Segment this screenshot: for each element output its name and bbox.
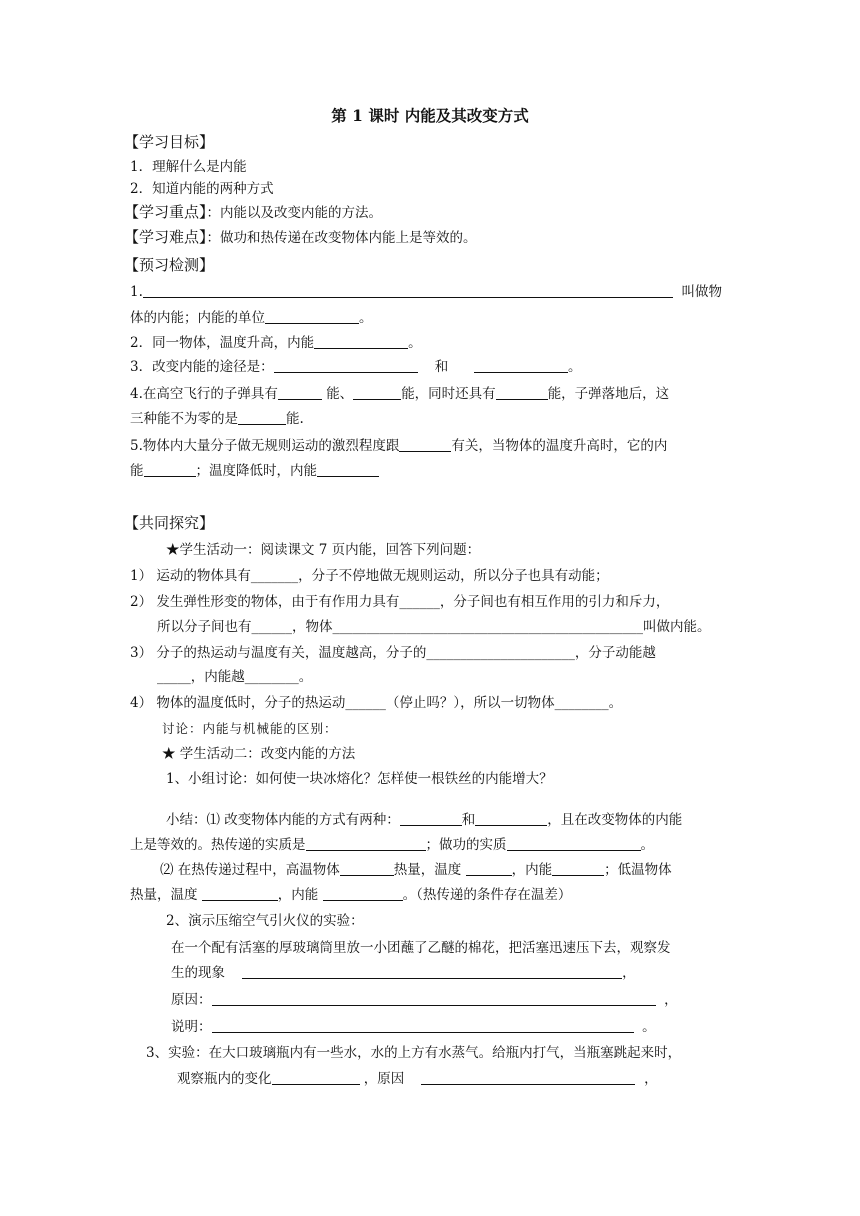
preview-question-5-cont xyxy=(130,462,379,480)
section-key-heading: 【学习重点】 xyxy=(124,203,207,221)
q1-text-2: 体的内能；内能的单位 xyxy=(130,310,265,326)
q2-text: 2．同一物体，温度升高，内能 xyxy=(130,335,315,351)
experiment-3-reason-label: ，原因 xyxy=(363,1071,405,1087)
preview-question-1 xyxy=(130,283,722,301)
summary-line-3 xyxy=(160,861,672,879)
summary-text-9: 热量，温度 xyxy=(130,887,198,903)
demo-2-description: 在一个配有活塞的厚玻璃筒里放一小团蘸了乙醚的棉花，把活塞迅速压下去，观察发 xyxy=(171,940,671,956)
q1-end: 。 xyxy=(359,310,373,326)
experiment-3-line xyxy=(177,1070,658,1088)
preview-question-1-cont xyxy=(130,309,373,327)
group-discussion-1: 1、小组讨论：如何使一块冰熔化？怎样使一根铁丝的内能增大？ xyxy=(166,771,553,787)
demo-2-comma: ， xyxy=(622,965,636,981)
section-difficulty-heading: 【学习难点】 xyxy=(124,228,207,246)
experiment-3-heading: 3、实验：在大口玻璃瓶内有一些水，水的上方有水蒸气。给瓶内打气，当瓶塞跳起来时， xyxy=(146,1045,682,1061)
summary-text-11: 。（热传递的条件存在温差） xyxy=(402,887,572,903)
q4-text-3: 能，同时还具有 xyxy=(401,386,496,402)
q4-text-5: 三种能不为零的是 xyxy=(130,411,238,427)
summary-line-1 xyxy=(166,811,682,829)
q4-text-4: 能，子弹落地后，这 xyxy=(547,386,670,402)
summary-text-3: 上是等效的。热传递的实质是 xyxy=(130,837,306,853)
q5-text-1: 5.物体内大量分子做无规则运动的激烈程度跟 xyxy=(130,438,400,454)
experiment-3-reason-blank[interactable] xyxy=(421,1070,635,1085)
preview-question-4-cont xyxy=(130,410,304,428)
q4-blank-3[interactable] xyxy=(496,385,548,400)
summary-text-5: ⑵ 在热传递过程中，高温物体 xyxy=(160,862,340,878)
summary-blank-6[interactable] xyxy=(466,861,512,876)
summary-line-4 xyxy=(130,886,571,904)
key-point-line xyxy=(124,203,382,222)
demo-2-phenomenon-blank[interactable] xyxy=(242,964,622,979)
summary-text-8: ；低温物体 xyxy=(604,862,672,878)
demo-2-phenomenon-line xyxy=(171,964,636,982)
q1-number: 1. xyxy=(130,284,143,300)
activity-1-item-3-cont: _____，内能越________。 xyxy=(157,669,313,685)
demo-2-reason-label: 原因： xyxy=(171,992,212,1008)
q5-text-3: 能 xyxy=(130,463,144,479)
demo-2-explain-line xyxy=(171,1018,656,1036)
experiment-3-observe-label: 观察瓶内的变化 xyxy=(177,1071,272,1087)
q3-and: 和 xyxy=(434,359,449,375)
activity-1-item-3: 3） 分子的热运动与温度有关，温度越高，分子的______________________，分子动能越 xyxy=(130,645,656,661)
activity-1-item-4: 4） 物体的温度低时，分子的热运动______（停止吗？），所以一切物体________。 xyxy=(130,695,623,711)
difficulty-line xyxy=(124,228,477,247)
summary-blank-5[interactable] xyxy=(340,861,394,876)
page-title: 第 1 课时 内能及其改变方式 xyxy=(331,106,529,125)
demo-2-explain-end: 。 xyxy=(642,1019,656,1035)
summary-text-6: 热量，温度 xyxy=(393,862,462,878)
goal-item-2: 2．知道内能的两种方式 xyxy=(130,181,274,197)
summary-text-2: ，且在改变物体的内能 xyxy=(547,812,683,828)
q5-blank-3[interactable] xyxy=(317,462,379,477)
preview-question-4 xyxy=(130,385,669,403)
activity-1-heading: ★学生活动一：阅读课文 7 页内能，回答下列问题： xyxy=(166,542,481,558)
activity-1-item-1: 1） 运动的物体具有_______，分子不停地做无规则运动，所以分子也具有动能； xyxy=(130,568,609,584)
q3-text: 3．改变内能的途径是： xyxy=(130,359,274,375)
demo-2-heading: 2、演示压缩空气引火仪的实验： xyxy=(166,913,364,929)
q4-blank-4[interactable] xyxy=(238,410,286,425)
summary-blank-9[interactable] xyxy=(323,886,403,901)
q3-blank-2[interactable] xyxy=(474,358,568,373)
activity-1-item-2: 2） 发生弹性形变的物体，由于有作用力具有______，分子间也有相互作用的引力和斥力， xyxy=(130,594,670,610)
summary-blank-8[interactable] xyxy=(202,886,278,901)
q5-text-4: ；温度降低时，内能 xyxy=(195,463,317,479)
q1-blank[interactable] xyxy=(143,283,673,298)
summary-text-4: ；做功的实质 xyxy=(425,837,507,853)
preview-question-3 xyxy=(130,358,582,376)
q4-blank-1[interactable] xyxy=(278,385,322,400)
q5-text-2: 有关，当物体的温度升高时，它的内 xyxy=(451,438,668,454)
summary-text-10: ，内能 xyxy=(277,887,319,903)
difficulty-text: ：做功和热传递在改变物体内能上是等效的。 xyxy=(206,230,477,246)
section-preview-heading: 【预习检测】 xyxy=(124,256,215,274)
experiment-3-observe-blank[interactable] xyxy=(272,1070,360,1085)
q5-blank-2[interactable] xyxy=(144,462,196,477)
demo-2-reason-end: ， xyxy=(664,992,678,1008)
summary-blank-4[interactable] xyxy=(507,836,641,851)
preview-question-2 xyxy=(130,334,422,352)
summary-text-7: ，内能 xyxy=(511,862,553,878)
q4-text-6: 能. xyxy=(286,411,304,427)
section-goal-heading: 【学习目标】 xyxy=(124,133,215,151)
q5-blank-1[interactable] xyxy=(399,437,451,452)
summary-blank-1[interactable] xyxy=(400,811,462,826)
summary-blank-7[interactable] xyxy=(552,861,604,876)
preview-question-5 xyxy=(130,437,667,455)
summary-line-2 xyxy=(130,836,654,854)
activity-1-item-2-cont: 所以分子间也有______，物体______________________________________________叫做内能。 xyxy=(157,619,711,635)
q1-unit-blank[interactable] xyxy=(265,309,359,324)
experiment-3-comma: ， xyxy=(644,1071,658,1087)
key-point-text: ：内能以及改变内能的方法。 xyxy=(206,205,383,221)
q2-end: 。 xyxy=(408,335,422,351)
discussion-prompt: 讨论：内能与机械能的区别： xyxy=(162,721,338,736)
demo-2-reason-line xyxy=(171,991,678,1009)
demo-2-phenomenon-label: 生的现象 xyxy=(171,965,225,981)
demo-2-reason-blank[interactable] xyxy=(212,991,656,1006)
demo-2-explain-label: 说明： xyxy=(171,1019,212,1035)
summary-blank-3[interactable] xyxy=(306,836,426,851)
summary-end: 。 xyxy=(640,837,654,853)
summary-and: 和 xyxy=(461,812,476,828)
activity-2-heading: ★ 学生活动二：改变内能的方法 xyxy=(162,746,356,762)
q3-blank-1[interactable] xyxy=(274,358,418,373)
q4-blank-2[interactable] xyxy=(353,385,401,400)
q3-end: 。 xyxy=(568,359,582,375)
summary-text-1: 小结：⑴ 改变物体内能的方式有两种： xyxy=(166,812,400,828)
section-explore-heading: 【共同探究】 xyxy=(124,514,215,532)
q4-text-1: 4.在高空飞行的子弹具有 xyxy=(130,386,278,402)
q1-text: 叫做物 xyxy=(681,284,722,300)
q2-blank[interactable] xyxy=(314,334,408,349)
demo-2-explain-blank[interactable] xyxy=(212,1018,634,1033)
summary-blank-2[interactable] xyxy=(475,811,547,826)
q4-text-2: 能、 xyxy=(326,386,354,402)
goal-item-1: 1．理解什么是内能 xyxy=(130,159,247,175)
